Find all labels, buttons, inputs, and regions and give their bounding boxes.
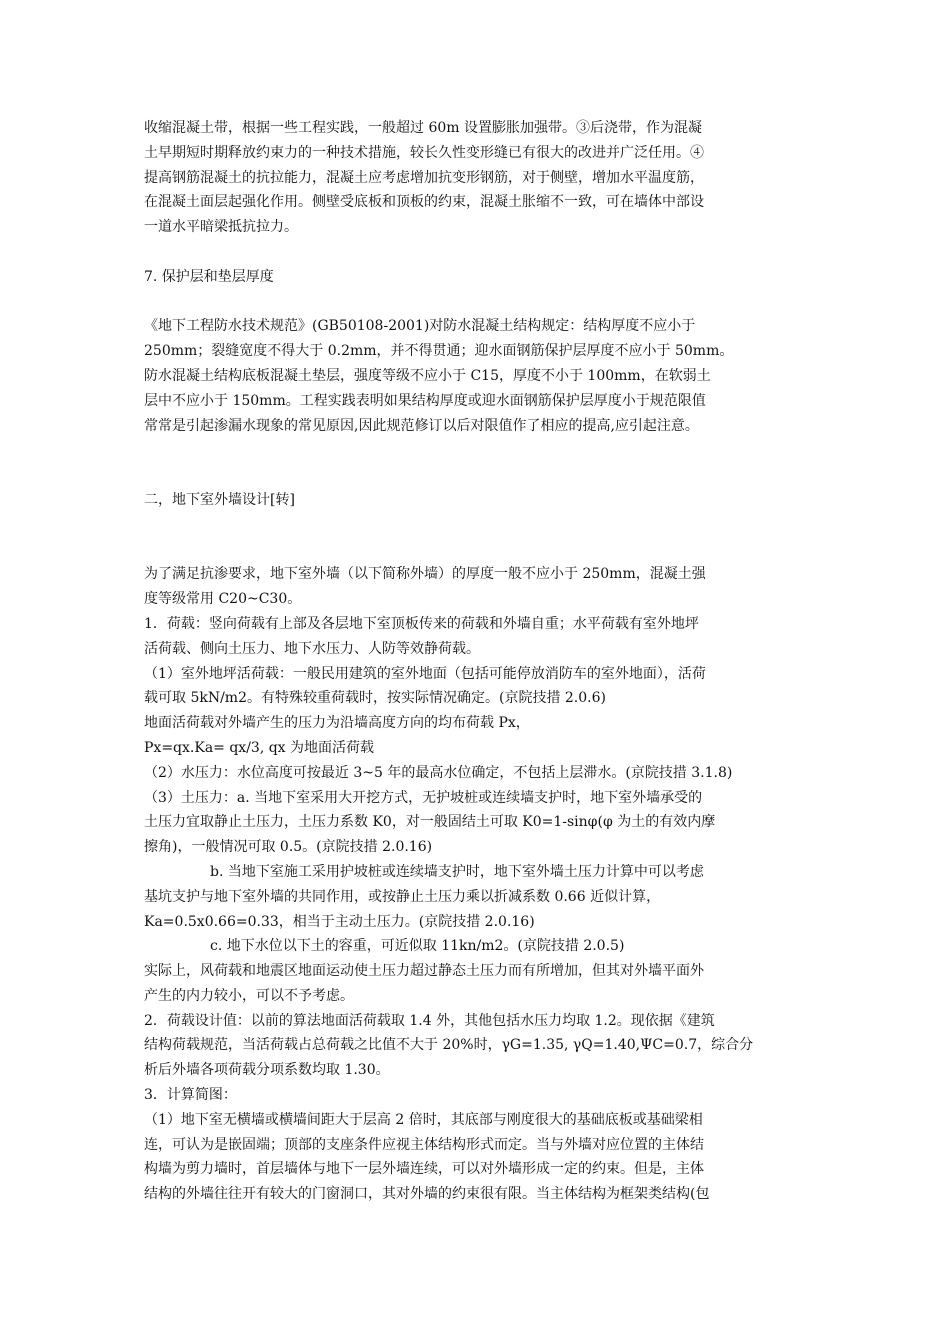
text-line: 常常是引起渗漏水现象的常见原因,因此规范修订以后对限值作了相应的提高,应引起注意。	[144, 417, 699, 434]
text-line: 土早期短时期释放约束力的一种技术措施，较长久性变形缝已有很大的改进并广泛任用。④	[144, 144, 704, 161]
text-line: 为了满足抗渗要求，地下室外墙（以下简称外墙）的厚度一般不应小于 250mm，混凝土强	[144, 566, 706, 583]
paragraph-shrinkage-measures	[144, 116, 808, 240]
text-line: （3）土压力：a. 当地下室采用大开挖方式，无护坡桩或连续墙支护时，地下室外墙承受的	[144, 789, 703, 806]
text-line: 析后外墙各项荷载分项系数均取 1.30。	[144, 1062, 390, 1079]
text-line: （1）地下室无横墙或横墙间距大于层高 2 倍时，其底部与刚度很大的基础底板或基础梁相	[144, 1111, 703, 1128]
text-line: 土压力宜取静止土压力，土压力系数 K0，对一般固结土可取 K0=1-sinφ(φ 为土的有效内摩	[144, 814, 716, 831]
text-line: 地面活荷载对外墙产生的压力为沿墙高度方向的均布荷载 Px，	[144, 715, 530, 732]
text-line: 实际上，风荷载和地震区地面运动使土压力超过静态土压力而有所增加，但其对外墙平面外	[144, 963, 704, 980]
document-page	[144, 116, 808, 1207]
text-line: 结构荷载规范，当活荷载占总荷载之比值不大于 20%时，γG=1.35, γQ=1.40,ΨC=0.7，综合分	[144, 1037, 754, 1054]
text-line: 活荷载、侧向土压力、地下水压力、人防等效静荷载。	[144, 640, 480, 657]
text-line: Px=qx.Ka= qx/3, qx 为地面活荷载	[144, 739, 375, 756]
text-line: Ka=0.5x0.66=0.33，相当于主动土压力。(京院技措 2.0.16)	[144, 913, 535, 930]
text-line: 防水混凝土结构底板混凝土垫层，强度等级不应小于 C15，厚度不小于 100mm，在软弱土	[144, 367, 711, 384]
text-line: 度等级常用 C20~C30。	[144, 591, 302, 608]
text-line: 提高钢筋混凝土的抗拉能力，混凝土应考虑增加抗变形钢筋，对于侧壁，增加水平温度筋，	[144, 169, 704, 186]
text-line: b. 当地下室施工采用护坡桩或连续墙支护时，地下室外墙土压力计算中可以考虑	[210, 863, 704, 880]
paragraph-protective-layer	[144, 314, 808, 438]
text-line: （1）室外地坪活荷载：一般民用建筑的室外地面（包括可能停放消防车的室外地面），活荷	[144, 665, 706, 682]
text-line: c. 地下水位以下土的容重，可近似取 11kn/m2。(京院技措 2.0.5)	[210, 938, 625, 955]
text-line: 层中不应小于 150mm。工程实践表明如果结构厚度或迎水面钢筋保护层厚度小于规范限值	[144, 392, 706, 409]
text-line: 250mm；裂缝宽度不得大于 0.2mm，并不得贯通；迎水面钢筋保护层厚度不应小于 50mm。	[144, 343, 734, 360]
paragraph-wall-loads	[144, 562, 808, 1207]
text-line: 基坑支护与地下室外墙的共同作用，或按静止土压力乘以折减系数 0.66 近似计算，	[144, 888, 661, 905]
text-line: 产生的内力较小，可以不予考虑。	[144, 987, 354, 1004]
text-line: 2．荷载设计值：以前的算法地面活荷载取 1.4 外，其他包括水压力均取 1.2。现依据《建筑	[144, 1012, 715, 1029]
text-line: 连，可认为是嵌固端；顶部的支座条件应视主体结构形式而定。当与外墙对应位置的主体结	[144, 1136, 704, 1153]
heading-part-2	[144, 488, 808, 513]
section-heading: 7. 保护层和垫层厚度	[144, 268, 274, 285]
text-line: 结构的外墙往往开有较大的门窗洞口，其对外墙的约束很有限。当主体结构为框架类结构(包	[144, 1186, 710, 1203]
text-line: 收缩混凝土带，根据一些工程实践，一般超过 60m 设置膨胀加强带。③后浇带，作为混凝	[144, 120, 702, 136]
text-line: 在混凝土面层起强化作用。侧壁受底板和顶板的约束，混凝土胀缩不一致，可在墙体中部设	[144, 194, 704, 211]
text-line: 载可取 5kN/m2。有特殊较重荷载时，按实际情况确定。(京院技措 2.0.6)	[144, 690, 606, 707]
text-line: 1．荷载：竖向荷载有上部及各层地下室顶板传来的荷载和外墙自重；水平荷载有室外地坪	[144, 615, 699, 632]
blank-line	[144, 438, 808, 488]
text-line: 3．计算简图：	[144, 1087, 237, 1104]
text-line: 《地下工程防水技术规范》(GB50108-2001)对防水混凝土结构规定：结构厚度不应小于	[144, 318, 696, 335]
blank-line	[144, 513, 808, 563]
heading-section-7	[144, 265, 808, 290]
blank-line	[144, 240, 808, 265]
text-line: （2）水压力：水位高度可按最近 3~5 年的最高水位确定，不包括上层滞水。(京院技措 3.1.8)	[144, 764, 733, 781]
section-heading: 二，地下室外墙设计[转]	[144, 491, 295, 508]
text-line: 擦角)，一般情况可取 0.5。(京院技措 2.0.16)	[144, 839, 433, 856]
text-line: 一道水平暗梁抵抗拉力。	[144, 219, 298, 236]
text-line: 构墙为剪力墙时，首层墙体与地下一层外墙连续，可以对外墙形成一定的约束。但是，主体	[144, 1161, 704, 1178]
blank-line	[144, 290, 808, 315]
